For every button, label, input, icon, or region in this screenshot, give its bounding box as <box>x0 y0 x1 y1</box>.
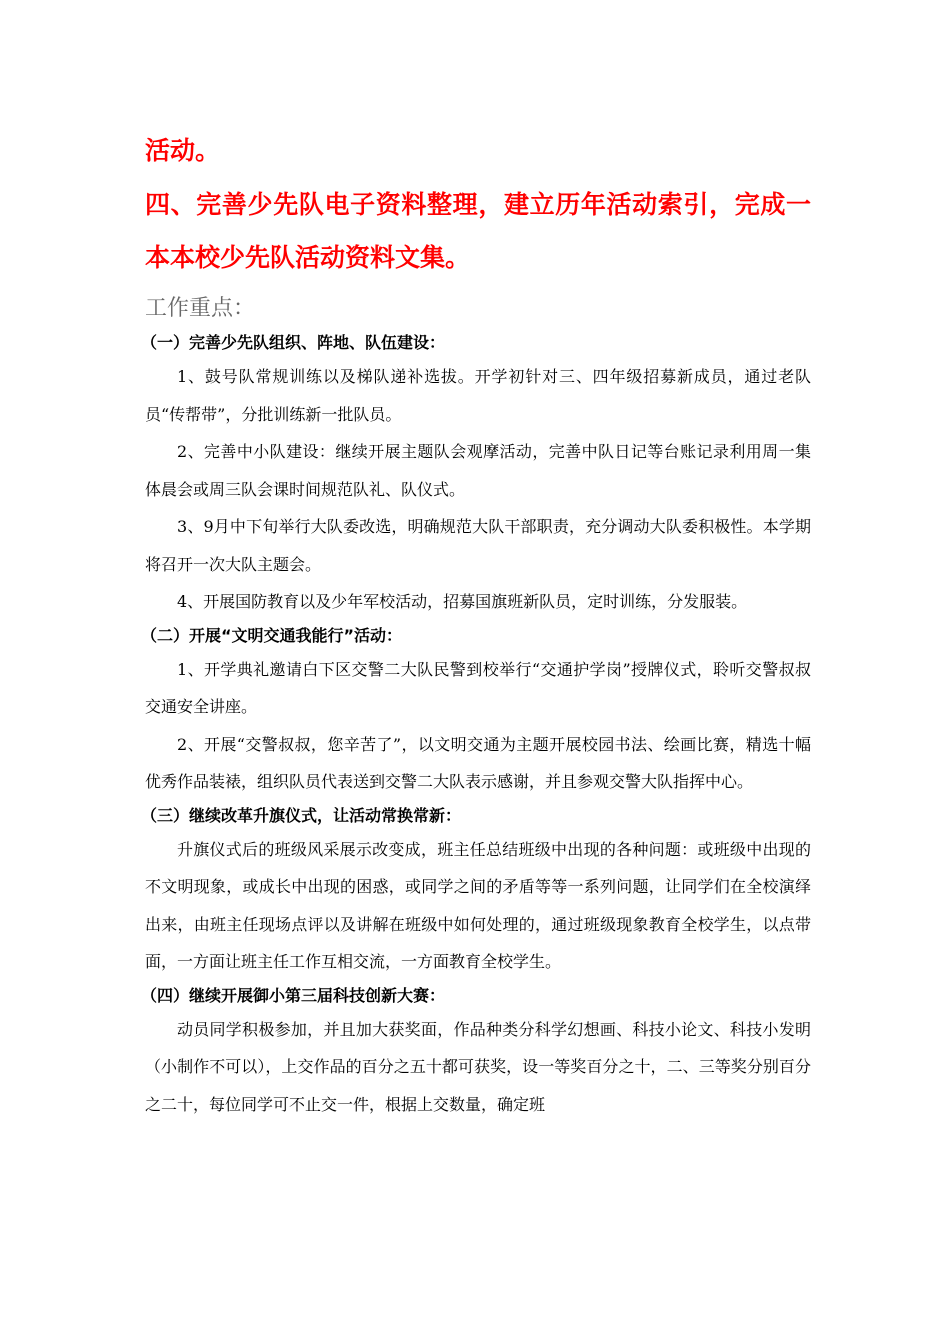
section-paragraph: 4、开展国防教育以及少年军校活动，招募国旗班新队员，定时训练，分发服装。 <box>177 592 748 611</box>
section-heading: （四）继续开展御小第三届科技创新大赛： <box>141 985 446 1005</box>
intro-item-four: 四、完善少先队电子资料整理，建立历年活动索引，完成一本本校少先队活动资料文集。 <box>145 190 811 272</box>
section-paragraph: 2、开展“交警叔叔，您辛苦了”，以文明交通为主题开展校园书法、绘画比赛，精选十幅优秀作品装裱，组织队员代表送到交警二大队表示感谢，并且参观交警大队指挥中心。 <box>145 734 811 791</box>
section-paragraph: 升旗仪式后的班级风采展示改变成，班主任总结班级中出现的各种问题：或班级中出现的不文明现象，或成长中出现的困惑，或同学之间的矛盾等等一系列问题，让同学们在全校演绎出来，由班主任现场点评以及讲解在班级中如何处理的，通过班级现象教育全校学生，以点带面，一方面让班主任工作互相交流，一方面教育全校学生。 <box>145 839 811 971</box>
section-paragraph: 2、完善中小队建设：继续开展主题队会观摩活动，完善中队日记等台账记录利用周一集体晨会或周三队会课时间规范队礼、队仪式。 <box>145 442 811 499</box>
section-3 <box>141 801 811 981</box>
section-heading: （一）完善少先队组织、阵地、队伍建设： <box>141 333 446 352</box>
section-2 <box>141 621 811 801</box>
work-focus-title: 工作重点： <box>145 296 256 321</box>
section-paragraph: 3、9月中下旬举行大队委改选，明确规范大队干部职责，充分调动大队委积极性。本学期将召开一次大队主题会。 <box>145 517 811 574</box>
section-1 <box>141 328 811 621</box>
intro-line-continuation: 活动。 <box>145 136 221 165</box>
section-paragraph: 1、开学典礼邀请白下区交警二大队民警到校举行“交通护学岗”授牌仪式，聆听交警叔叔交通安全讲座。 <box>145 659 811 716</box>
section-paragraph: 动员同学积极参加，并且加大获奖面，作品种类分科学幻想画、科技小论文、科技小发明（小制作不可以），上交作品的百分之五十都可获奖，设一等奖百分之十，二、三等奖分别百分之二十，每位同学可不止交一件，根据上交数量，确定班 <box>145 1019 811 1114</box>
section-heading: （三）继续改革升旗仪式，让活动常换常新： <box>141 805 462 825</box>
section-4 <box>141 981 811 1124</box>
section-heading: （二）开展“文明交通我能行”活动： <box>141 625 403 645</box>
document-page <box>141 128 811 1123</box>
section-paragraph: 1、鼓号队常规训练以及梯队递补选拔。开学初针对三、四年级招募新成员，通过老队员“传帮带”，分批训练新一批队员。 <box>145 367 811 424</box>
